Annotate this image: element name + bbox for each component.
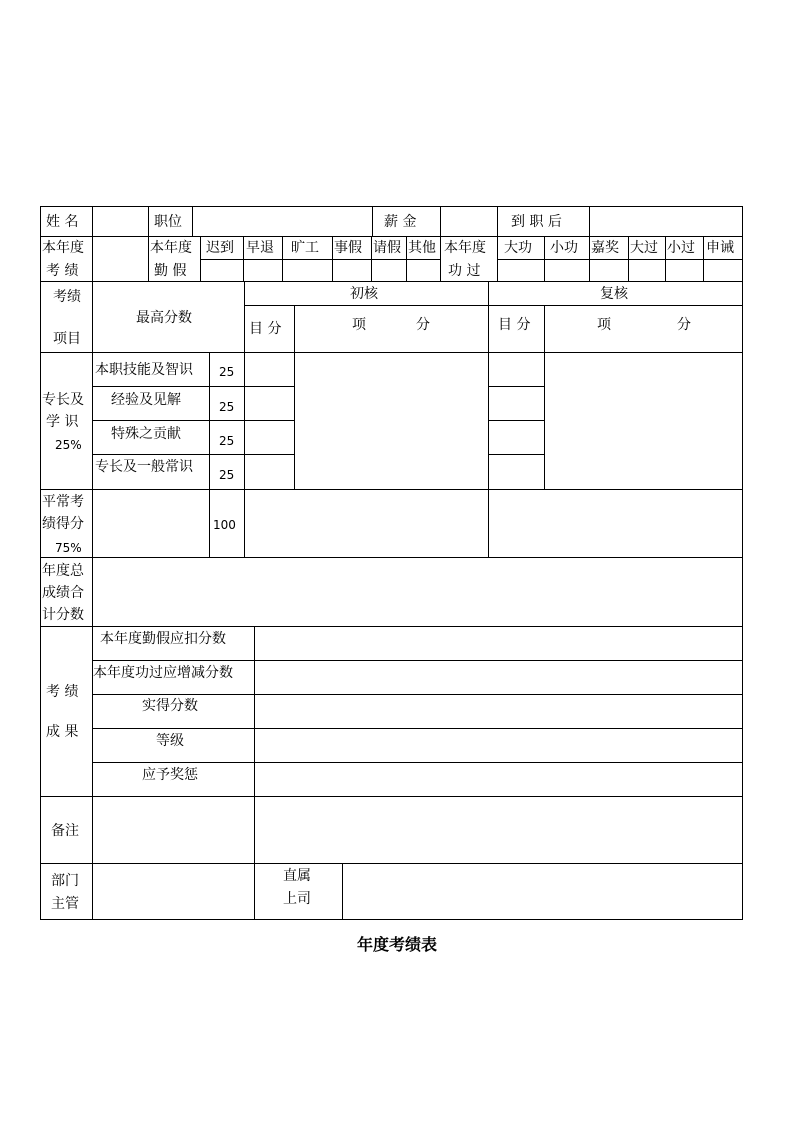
name-value-cell[interactable] [92,206,149,237]
hire-value-cell[interactable] [589,206,743,237]
annual-perf-label-2: 考 绩 [46,263,79,279]
request-leave-value[interactable] [371,259,407,282]
direct-value-cell[interactable] [342,863,743,920]
regular-initial-cell[interactable] [244,489,489,558]
late-label: 迟到 [206,240,234,256]
result-row-5-value[interactable] [254,762,743,797]
remarks-value-cell[interactable] [254,796,743,864]
specialty-item-2-initial[interactable] [244,386,295,421]
position-value-cell[interactable] [192,206,373,237]
result-row-4-text: 等级 [156,733,184,749]
minor-demerit-label: 小过 [667,240,695,256]
specialty-item-1-label: 本职技能及智识 [95,362,193,378]
specialty-item-3-initial[interactable] [244,420,295,455]
result-row-2-value[interactable] [254,660,743,695]
regular-name-cell [92,489,210,558]
minor-merit-value[interactable] [544,259,590,282]
second-score-label: 目 分 [498,317,531,333]
specialty-item-2-max-label: 25 [219,400,235,414]
result-row-5-text: 应予奖惩 [142,767,198,783]
merit-label-1: 本年度 [444,240,486,256]
early-leave-value[interactable] [243,259,283,282]
specialty-item-1-max-label: 25 [219,365,235,379]
second-item-label: 项 [597,317,611,333]
dept-label-2: 主管 [51,896,79,912]
max-score-label: 最高分数 [136,310,192,326]
total-label-2: 成绩合 [42,585,84,601]
specialty-second-item-score[interactable] [544,352,743,490]
direct-label-2: 上司 [283,891,311,907]
result-row-2-text: 本年度功过应增减分数 [93,665,233,681]
specialty-item-3-max-label: 25 [219,434,235,448]
personal-leave-value[interactable] [332,259,372,282]
total-label-3: 计分数 [42,607,84,623]
item-label-1: 考绩 [53,289,81,305]
salary-label: 薪 金 [384,214,417,230]
specialty-item-1-second[interactable] [488,352,545,387]
initial-review-label: 初核 [350,286,378,302]
name-label: 姓 名 [46,214,79,230]
specialty-initial-item-score[interactable] [294,352,489,490]
late-value[interactable] [200,259,244,282]
annual-performance-form [41,207,744,921]
regular-label-3: 75% [55,541,82,555]
specialty-item-3-second[interactable] [488,420,545,455]
item-label-2: 项目 [53,331,81,347]
absent-value[interactable] [282,259,333,282]
dept-label-1: 部门 [51,873,79,889]
specialty-item-1-initial[interactable] [244,352,295,387]
results-label-cell [40,626,93,797]
other-leave-label: 其他 [408,240,436,256]
warning-value[interactable] [703,259,743,282]
total-label-1: 年度总 [42,563,84,579]
position-label: 职位 [154,214,182,230]
remarks-middle-cell[interactable] [92,796,255,864]
result-row-3-text: 实得分数 [142,698,198,714]
results-label-1: 考 绩 [46,684,79,700]
attendance-label-1: 本年度 [150,240,192,256]
specialty-item-2-label: 经验及见解 [111,392,181,408]
major-merit-value[interactable] [497,259,545,282]
dept-value-cell[interactable] [92,863,255,920]
results-label-2: 成 果 [46,724,79,740]
initial-item-score-header [294,305,489,353]
regular-label-1: 平常考 [42,494,84,510]
annual-perf-label-1: 本年度 [42,240,84,256]
minor-merit-label: 小功 [550,240,578,256]
result-row-3-value[interactable] [254,694,743,729]
annual-perf-value-cell[interactable] [92,236,149,282]
specialty-item-4-max-label: 25 [219,468,235,482]
initial-item-label: 项 [352,317,366,333]
remarks-label: 备注 [51,823,79,839]
result-row-1-value[interactable] [254,626,743,661]
second-points-label: 分 [677,317,691,333]
attendance-label-2: 勤 假 [154,263,187,279]
salary-value-cell[interactable] [440,206,498,237]
specialty-item-4-second[interactable] [488,454,545,490]
regular-max-label: 100 [213,518,236,532]
form-caption: 年度考绩表 [356,935,437,954]
specialty-label-1: 专长及 [42,392,84,408]
initial-score-label: 目 分 [249,321,282,337]
request-leave-label: 请假 [373,240,401,256]
specialty-item-2-second[interactable] [488,386,545,421]
regular-second-cell[interactable] [488,489,743,558]
specialty-label-2: 学 识 [46,414,79,430]
commendation-label: 嘉奖 [591,240,619,256]
result-row-1-text: 本年度勤假应扣分数 [100,631,226,647]
commendation-value[interactable] [589,259,629,282]
merit-label-2: 功 过 [448,263,481,279]
early-leave-label: 早退 [246,240,274,256]
regular-label-2: 绩得分 [42,516,84,532]
specialty-item-3-label: 特殊之贡献 [111,426,181,442]
other-leave-value[interactable] [406,259,441,282]
direct-label-1: 直属 [283,868,311,884]
major-demerit-label: 大过 [630,240,658,256]
specialty-label-3: 25% [55,438,82,452]
specialty-item-4-initial[interactable] [244,454,295,490]
major-merit-label: 大功 [504,240,532,256]
second-item-score-header [544,305,743,353]
hire-label: 到 职 后 [511,214,562,230]
specialty-item-4-label: 专长及一般常识 [95,459,193,475]
absent-label: 旷工 [291,240,319,256]
major-demerit-value[interactable] [628,259,666,282]
initial-points-label: 分 [416,317,430,333]
total-value-cell[interactable] [92,557,743,627]
second-review-label: 复核 [600,286,628,302]
result-row-4-value[interactable] [254,728,743,763]
minor-demerit-value[interactable] [665,259,704,282]
personal-leave-label: 事假 [334,240,362,256]
warning-label: 申诫 [706,240,734,256]
